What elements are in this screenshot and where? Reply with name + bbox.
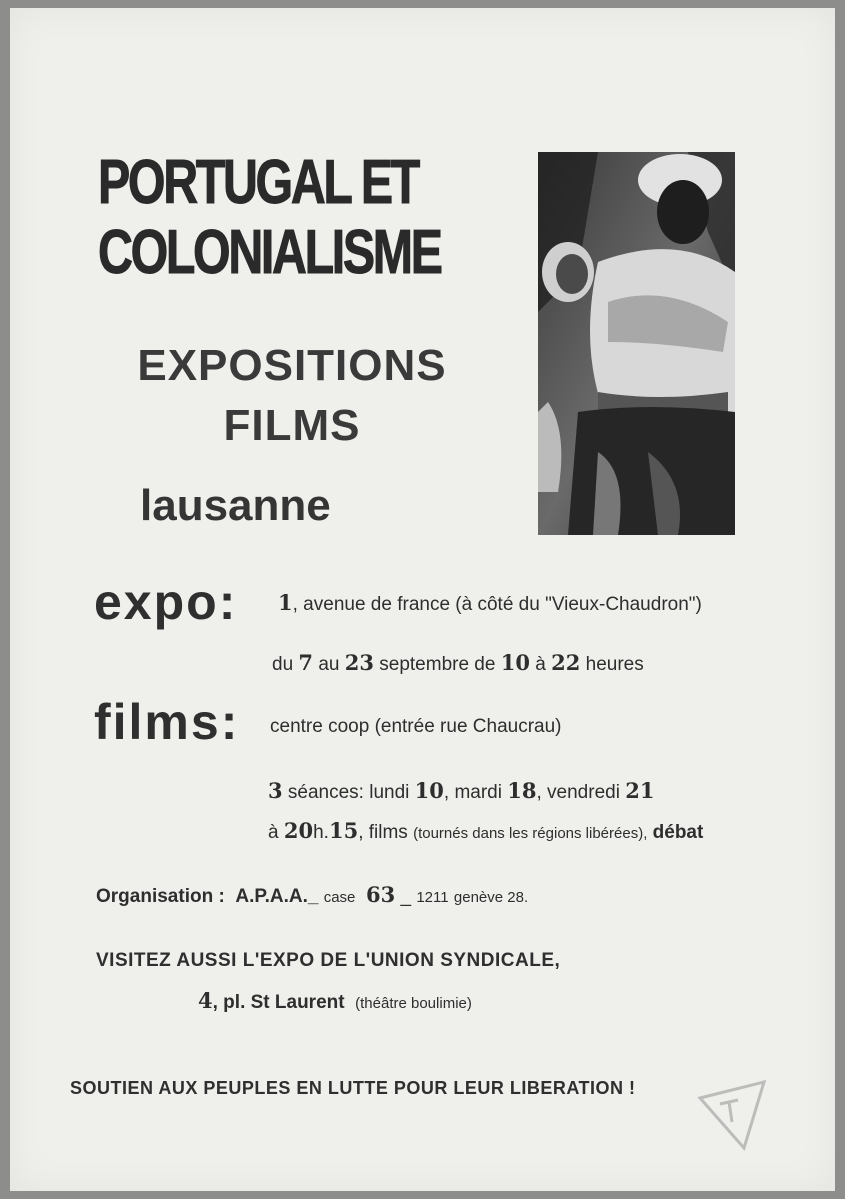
- seance-day-1: 10: [414, 778, 444, 803]
- films-debat: débat: [652, 822, 704, 843]
- films-venue: centre coop (entrée rue Chaucrau): [270, 716, 562, 737]
- photo-woman-with-child: [538, 152, 735, 535]
- union-line: VISITEZ AUSSI L'EXPO DE L'UNION SYNDICALE,: [96, 950, 561, 971]
- expo-a: à: [535, 654, 546, 675]
- films-seances-line: [268, 778, 654, 804]
- expo-hour-from: 10: [500, 650, 530, 675]
- seances-count: 3: [268, 778, 283, 803]
- title-line-2: COLONIALISME: [98, 218, 441, 287]
- union-venue: (théâtre boulimie): [355, 995, 472, 1012]
- expo-month: septembre de: [379, 654, 496, 675]
- title-line-1: PORTUGAL ET: [98, 148, 418, 217]
- seance-mardi: , mardi: [443, 782, 502, 803]
- heading-films: FILMS: [223, 401, 361, 450]
- organisation-case-num: 63: [365, 882, 396, 907]
- organisation-city: genève 28.: [453, 889, 529, 906]
- films-time-line: [268, 818, 703, 844]
- expo-address-text: , avenue de france (à côté du "Vieux-Chaudron"): [292, 594, 702, 615]
- organisation-name: A.P.A.A._: [235, 886, 319, 907]
- label-expo: expo:: [94, 574, 238, 630]
- expo-dates-line: [272, 650, 644, 676]
- organisation-sep: _: [400, 886, 412, 907]
- slogan: SOUTIEN AUX PEUPLES EN LUTTE POUR LEUR LIBERATION !: [70, 1078, 636, 1098]
- organisation-case: case: [323, 889, 356, 906]
- expo-hours-word: heures: [585, 654, 644, 675]
- organisation-label: Organisation :: [96, 886, 225, 907]
- union-address-number: 4: [198, 988, 213, 1013]
- organisation-line: [96, 882, 528, 908]
- union-address-line: [198, 988, 472, 1014]
- time-minutes: 15: [328, 818, 359, 843]
- expo-au: au: [318, 654, 340, 675]
- expo-day-from: 7: [298, 650, 314, 675]
- seance-vendredi: , vendredi: [536, 782, 620, 803]
- films-tournes: (tournés dans les régions libérées),: [413, 825, 648, 842]
- expo-address-number: 1: [278, 590, 293, 615]
- seances-text: séances: lundi: [287, 782, 410, 803]
- heading-expositions: EXPOSITIONS: [137, 341, 447, 390]
- time-a: à: [268, 822, 279, 843]
- seance-day-3: 21: [625, 778, 655, 803]
- films-word: , films: [358, 822, 408, 843]
- stamp-mark: [692, 1078, 792, 1158]
- organisation-postcode: 1211: [416, 889, 449, 906]
- poster-title: [98, 148, 441, 288]
- expo-address-line: [278, 590, 702, 616]
- expo-hour-to: 22: [551, 650, 581, 675]
- time-sep: h.: [313, 822, 329, 843]
- seance-day-2: 18: [507, 778, 537, 803]
- expo-date-prefix: du: [272, 654, 294, 675]
- label-films: films:: [94, 694, 240, 750]
- heading-city: lausanne: [140, 481, 331, 530]
- time-hour: 20: [283, 818, 314, 843]
- union-address: , pl. St Laurent: [212, 992, 345, 1013]
- expo-day-to: 23: [344, 650, 374, 675]
